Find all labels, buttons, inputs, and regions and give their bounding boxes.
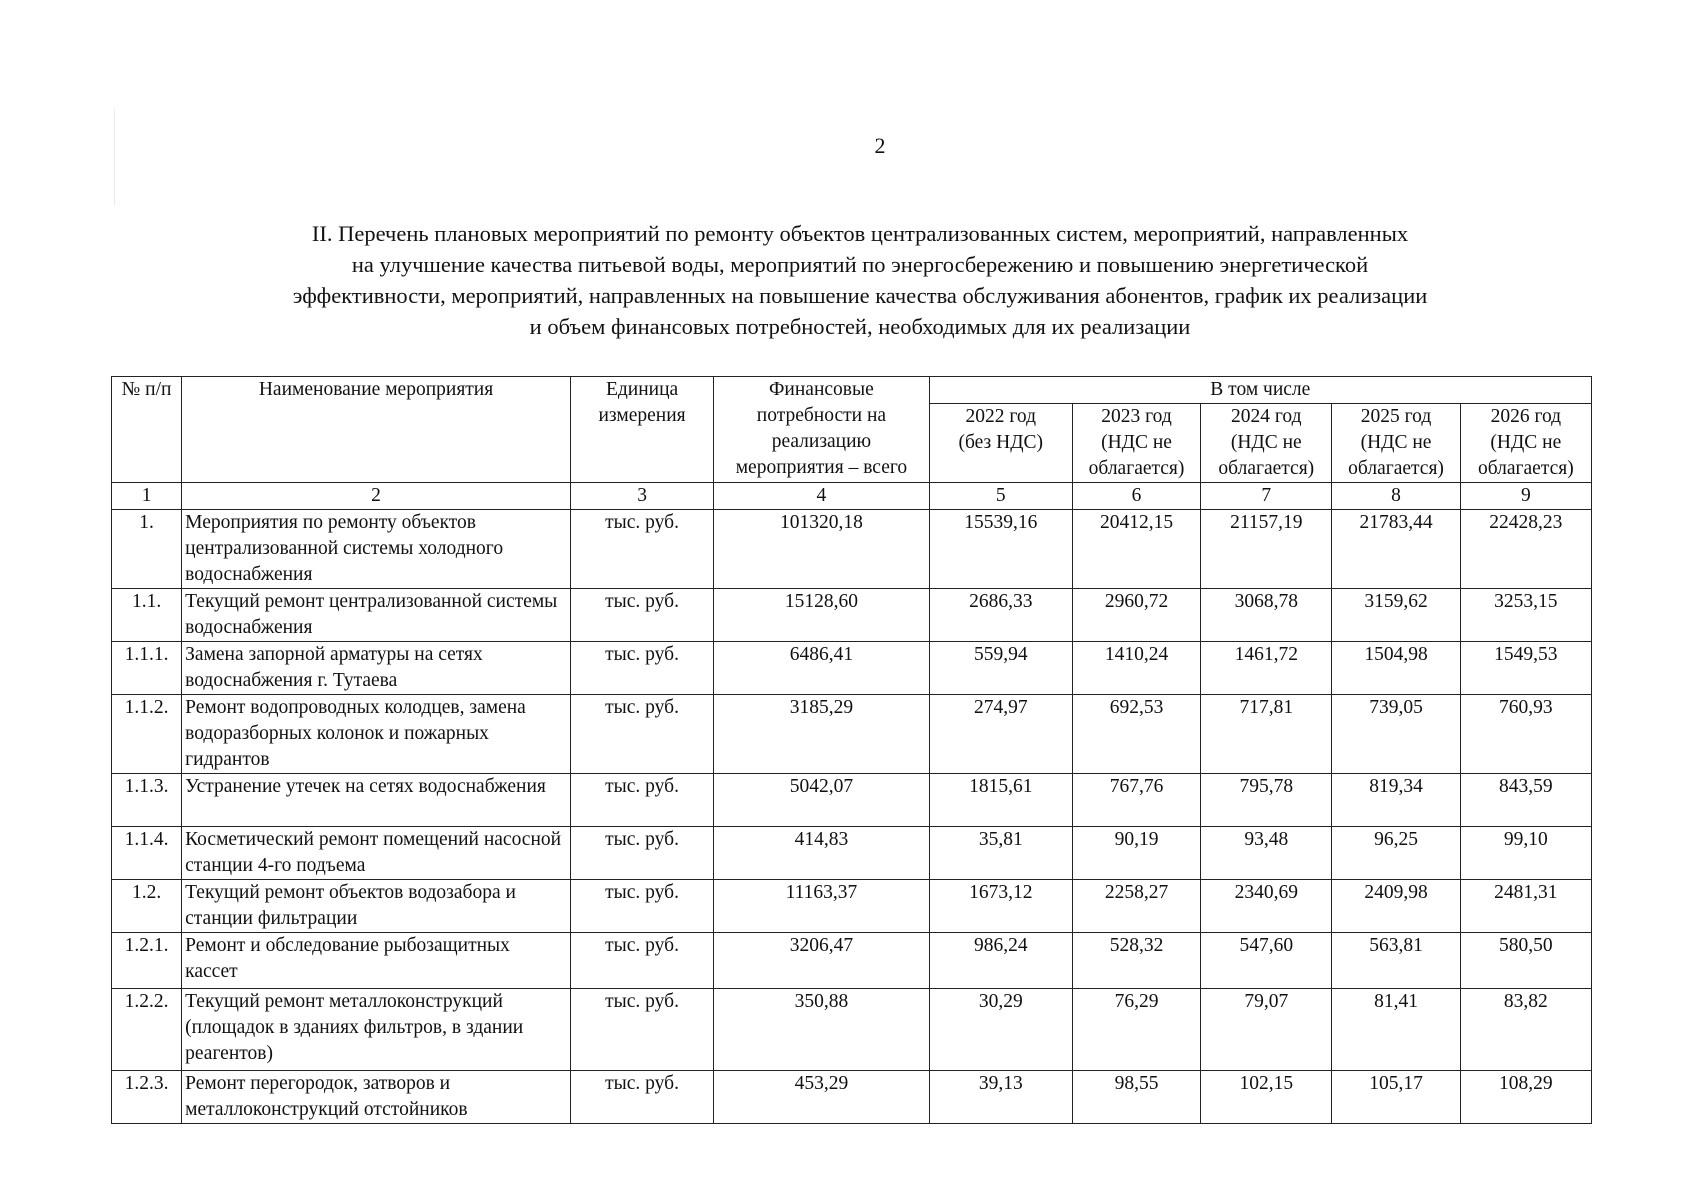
header-year-line: (без НДС) bbox=[958, 432, 1044, 453]
row-number: 1. bbox=[112, 510, 182, 589]
year-2022-cell: 559,94 bbox=[929, 642, 1072, 695]
total-cell: 101320,18 bbox=[714, 510, 929, 589]
total-cell: 414,83 bbox=[714, 827, 929, 880]
activity-name: Ремонт перегородок, затворов и металлоконструкций отстойников bbox=[182, 1071, 571, 1124]
year-2024-cell: 717,81 bbox=[1201, 695, 1332, 774]
year-2026-cell: 83,82 bbox=[1460, 989, 1591, 1071]
column-number: 1 bbox=[112, 483, 182, 510]
activities-table bbox=[111, 376, 1592, 1124]
row-number: 1.1.4. bbox=[112, 827, 182, 880]
heading-line: и объем финансовых потребностей, необходимых для их реализации bbox=[529, 314, 1191, 339]
total-cell: 453,29 bbox=[714, 1071, 929, 1124]
header-year-line: (НДС не bbox=[1360, 432, 1432, 453]
unit-cell: тыс. руб. bbox=[570, 695, 713, 774]
unit-cell: тыс. руб. bbox=[570, 1071, 713, 1124]
year-2022-cell: 1815,61 bbox=[929, 774, 1072, 827]
year-2025-cell: 2409,98 bbox=[1332, 880, 1460, 933]
header-year-line: облагается) bbox=[1218, 458, 1315, 479]
column-number: 8 bbox=[1332, 483, 1460, 510]
row-number: 1.1.3. bbox=[112, 774, 182, 827]
year-2026-cell: 3253,15 bbox=[1460, 589, 1591, 642]
column-number: 4 bbox=[714, 483, 929, 510]
unit-cell: тыс. руб. bbox=[570, 774, 713, 827]
header-total: Финансовые потребности на реализацию мероприятия – всего bbox=[714, 377, 929, 483]
table-body bbox=[112, 483, 1592, 1124]
header-year-line: облагается) bbox=[1477, 458, 1574, 479]
year-2026-cell: 843,59 bbox=[1460, 774, 1591, 827]
header-group: В том числе bbox=[929, 377, 1591, 404]
year-2022-cell: 30,29 bbox=[929, 989, 1072, 1071]
year-2023-cell: 2960,72 bbox=[1072, 589, 1200, 642]
total-cell: 5042,07 bbox=[714, 774, 929, 827]
year-2025-cell: 1504,98 bbox=[1332, 642, 1460, 695]
unit-cell: тыс. руб. bbox=[570, 880, 713, 933]
year-2024-cell: 102,15 bbox=[1201, 1071, 1332, 1124]
year-2026-cell: 108,29 bbox=[1460, 1071, 1591, 1124]
heading-line: эффективности, мероприятий, направленных на повышение качества обслуживания абонентов, график их реализации bbox=[292, 283, 1428, 308]
table-row bbox=[112, 774, 1592, 827]
table-row bbox=[112, 589, 1592, 642]
year-2024-cell: 79,07 bbox=[1201, 989, 1332, 1071]
year-2023-cell: 1410,24 bbox=[1072, 642, 1200, 695]
year-2025-cell: 739,05 bbox=[1332, 695, 1460, 774]
year-2022-cell: 1673,12 bbox=[929, 880, 1072, 933]
column-number: 5 bbox=[929, 483, 1072, 510]
year-2022-cell: 35,81 bbox=[929, 827, 1072, 880]
header-year-2025 bbox=[1332, 404, 1460, 483]
total-cell: 350,88 bbox=[714, 989, 929, 1071]
header-year-2022 bbox=[929, 404, 1072, 483]
row-number: 1.2.3. bbox=[112, 1071, 182, 1124]
activity-name: Ремонт и обследование рыбозащитных кассет bbox=[182, 933, 571, 989]
unit-cell: тыс. руб. bbox=[570, 827, 713, 880]
activity-name: Текущий ремонт объектов водозабора и станции фильтрации bbox=[182, 880, 571, 933]
header-year-line: облагается) bbox=[1348, 458, 1444, 479]
activity-name: Мероприятия по ремонту объектов централизованной системы холодного водоснабжения bbox=[182, 510, 571, 589]
header-year-2023 bbox=[1072, 404, 1200, 483]
header-year-line: 2024 год bbox=[1231, 406, 1302, 427]
column-number: 7 bbox=[1201, 483, 1332, 510]
year-2025-cell: 3159,62 bbox=[1332, 589, 1460, 642]
activity-name: Косметический ремонт помещений насосной станции 4-го подъема bbox=[182, 827, 571, 880]
year-2023-cell: 528,32 bbox=[1072, 933, 1200, 989]
column-number: 6 bbox=[1072, 483, 1200, 510]
unit-cell: тыс. руб. bbox=[570, 642, 713, 695]
activity-name: Устранение утечек на сетях водоснабжения bbox=[182, 774, 571, 827]
column-number: 2 bbox=[182, 483, 571, 510]
year-2023-cell: 98,55 bbox=[1072, 1071, 1200, 1124]
unit-cell: тыс. руб. bbox=[570, 989, 713, 1071]
unit-cell: тыс. руб. bbox=[570, 510, 713, 589]
total-cell: 6486,41 bbox=[714, 642, 929, 695]
activity-name: Текущий ремонт металлоконструкций (площадок в зданиях фильтров, в здании реагентов) bbox=[182, 989, 571, 1071]
row-number: 1.1.2. bbox=[112, 695, 182, 774]
row-number: 1.1.1. bbox=[112, 642, 182, 695]
row-number: 1.2. bbox=[112, 880, 182, 933]
table-row bbox=[112, 880, 1592, 933]
row-number: 1.1. bbox=[112, 589, 182, 642]
activity-name: Ремонт водопроводных колодцев, замена водоразборных колонок и пожарных гидрантов bbox=[182, 695, 571, 774]
table-row bbox=[112, 933, 1592, 989]
header-name: Наименование мероприятия bbox=[182, 377, 571, 483]
year-2026-cell: 760,93 bbox=[1460, 695, 1591, 774]
header-year-line: 2026 год bbox=[1490, 406, 1562, 427]
year-2024-cell: 93,48 bbox=[1201, 827, 1332, 880]
year-2024-cell: 21157,19 bbox=[1201, 510, 1332, 589]
total-cell: 3206,47 bbox=[714, 933, 929, 989]
year-2024-cell: 3068,78 bbox=[1201, 589, 1332, 642]
column-number: 9 bbox=[1460, 483, 1591, 510]
column-number-row bbox=[112, 483, 1592, 510]
heading-line: II. Перечень плановых мероприятий по ремонту объектов централизованных систем, мероприятий, направленных bbox=[311, 221, 1409, 246]
total-cell: 11163,37 bbox=[714, 880, 929, 933]
table-row bbox=[112, 510, 1592, 589]
year-2024-cell: 547,60 bbox=[1201, 933, 1332, 989]
section-heading bbox=[130, 218, 1590, 342]
year-2026-cell: 22428,23 bbox=[1460, 510, 1591, 589]
header-year-2026 bbox=[1460, 404, 1591, 483]
table-row bbox=[112, 1071, 1592, 1124]
page-number: 2 bbox=[874, 133, 886, 158]
year-2025-cell: 105,17 bbox=[1332, 1071, 1460, 1124]
year-2026-cell: 1549,53 bbox=[1460, 642, 1591, 695]
year-2025-cell: 96,25 bbox=[1332, 827, 1460, 880]
year-2025-cell: 563,81 bbox=[1332, 933, 1460, 989]
year-2024-cell: 1461,72 bbox=[1201, 642, 1332, 695]
row-number: 1.2.2. bbox=[112, 989, 182, 1071]
year-2023-cell: 692,53 bbox=[1072, 695, 1200, 774]
year-2022-cell: 274,97 bbox=[929, 695, 1072, 774]
row-number: 1.2.1. bbox=[112, 933, 182, 989]
year-2024-cell: 795,78 bbox=[1201, 774, 1332, 827]
activity-name: Замена запорной арматуры на сетях водоснабжения г. Тутаева bbox=[182, 642, 571, 695]
year-2025-cell: 81,41 bbox=[1332, 989, 1460, 1071]
header-year-line: 2022 год bbox=[965, 406, 1037, 427]
total-cell: 3185,29 bbox=[714, 695, 929, 774]
unit-cell: тыс. руб. bbox=[570, 589, 713, 642]
year-2022-cell: 15539,16 bbox=[929, 510, 1072, 589]
year-2026-cell: 99,10 bbox=[1460, 827, 1591, 880]
year-2022-cell: 39,13 bbox=[929, 1071, 1072, 1124]
year-2025-cell: 21783,44 bbox=[1332, 510, 1460, 589]
year-2023-cell: 76,29 bbox=[1072, 989, 1200, 1071]
header-year-line: 2023 год bbox=[1101, 406, 1172, 427]
year-2024-cell: 2340,69 bbox=[1201, 880, 1332, 933]
table-row bbox=[112, 827, 1592, 880]
year-2022-cell: 986,24 bbox=[929, 933, 1072, 989]
header-year-line: (НДС не bbox=[1490, 432, 1562, 453]
unit-cell: тыс. руб. bbox=[570, 933, 713, 989]
column-number: 3 bbox=[570, 483, 713, 510]
table-row bbox=[112, 989, 1592, 1071]
heading-line: на улучшение качества питьевой воды, мероприятий по энергосбережению и повышению энергетической bbox=[351, 252, 1369, 277]
year-2023-cell: 767,76 bbox=[1072, 774, 1200, 827]
activity-name: Текущий ремонт централизованной системы водоснабжения bbox=[182, 589, 571, 642]
year-2023-cell: 2258,27 bbox=[1072, 880, 1200, 933]
header-year-2024 bbox=[1201, 404, 1332, 483]
table-row bbox=[112, 695, 1592, 774]
table-row bbox=[112, 642, 1592, 695]
year-2023-cell: 20412,15 bbox=[1072, 510, 1200, 589]
year-2026-cell: 2481,31 bbox=[1460, 880, 1591, 933]
header-no: № п/п bbox=[112, 377, 182, 483]
year-2022-cell: 2686,33 bbox=[929, 589, 1072, 642]
header-year-line: (НДС не bbox=[1101, 432, 1172, 453]
total-cell: 15128,60 bbox=[714, 589, 929, 642]
year-2026-cell: 580,50 bbox=[1460, 933, 1591, 989]
header-year-line: (НДС не bbox=[1230, 432, 1302, 453]
year-2023-cell: 90,19 bbox=[1072, 827, 1200, 880]
header-year-line: облагается) bbox=[1088, 458, 1185, 479]
header-year-line: 2025 год bbox=[1360, 406, 1432, 427]
year-2025-cell: 819,34 bbox=[1332, 774, 1460, 827]
header-unit: Единица измерения bbox=[570, 377, 713, 483]
